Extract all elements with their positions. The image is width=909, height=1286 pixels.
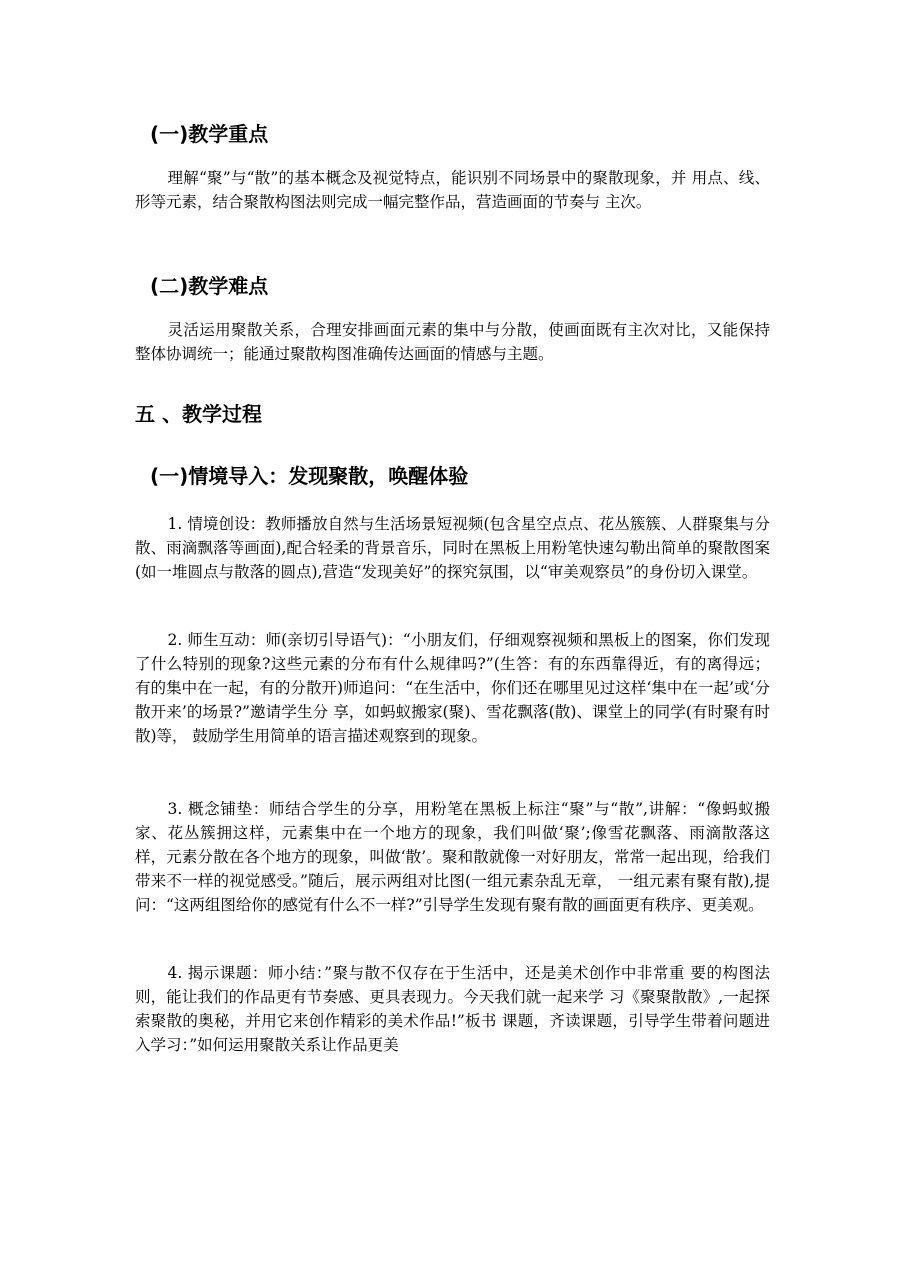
paragraph-item-4: 4. 揭示课题：师小结：”聚与散不仅存在于生活中，还是美术创作中非常重 要的构图法则，能让我们的作品更有节奏感、更具表现力。今天我们就一起来学 习《聚聚散散》,一起探索聚散的奥秘，并用它来创作精彩的美术作品!”板书 课题，齐读课题，引导学生带着问题进入学习：”如何运用聚散关系让作品更美 bbox=[135, 964, 770, 1054]
paragraph-item-3: 3. 概念铺垫：师结合学生的分享，用粉笔在黑板上标注“聚”与“散”,讲解：“像蚂蚁搬家、花丛簇拥这样，元素集中在一个地方的现象，我们叫做‘聚’;像雪花飘落、雨滴散落这样，元素分散在各个地方的现象，叫做‘散’。聚和散就像一对好朋友，常常一起出现，给我们带来不一样的视觉感受。”随后，展示两组对比图(一组元素杂乱无章， 一组元素有聚有散),提问：“这两组图给你的感觉有什么不一样?”引导学生发现有聚有散的画面更有秩序、更美观。 bbox=[135, 800, 770, 914]
paragraph-key-points: 理解“聚”与“散”的基本概念及视觉特点，能识别不同场景中的聚散现象，并 用点、线、形等元素，结合聚散构图法则完成一幅完整作品，营造画面的节奏与 主次。 bbox=[135, 169, 770, 211]
heading-difficulties: (二)教学难点 bbox=[150, 274, 269, 298]
paragraph-item-1: 1. 情境创设：教师播放自然与生活场景短视频(包含星空点点、花丛簇簇、人群聚集与分散、雨滴飘落等画面),配合轻柔的背景音乐，同时在黑板上用粉笔快速勾勒出简单的聚散图案(如一堆圆点与散落的圆点),营造“发现美好”的探究氛围，以“审美观察员”的身份切入课堂。 bbox=[135, 515, 770, 581]
heading-key-points: (一)教学重点 bbox=[150, 122, 269, 146]
heading-situation-intro: (一)情境导入：发现聚散，唤醒体验 bbox=[150, 464, 469, 488]
paragraph-item-2: 2. 师生互动：师(亲切引导语气)：“小朋友们，仔细观察视频和黑板上的图案，你们发现了什么特别的现象?这些元素的分布有什么规律吗?”(生答：有的东西靠得近，有的离得远；有的集中在一起，有的分散开)师追问：“在生活中，你们还在哪里见过这样‘集中在一起’或‘分散开来’的场景?”邀请学生分 享，如蚂蚁搬家(聚)、雪花飘落(散)、课堂上的同学(有时聚有时散)等， 鼓励学生用简单的语言描述观察到的现象。 bbox=[135, 631, 770, 745]
paragraph-difficulties: 灵活运用聚散关系，合理安排画面元素的集中与分散，使画面既有主次对比，又能保持整体协调统一；能通过聚散构图准确传达画面的情感与主题。 bbox=[135, 321, 770, 363]
heading-teaching-process: 五 、教学过程 bbox=[135, 402, 262, 426]
